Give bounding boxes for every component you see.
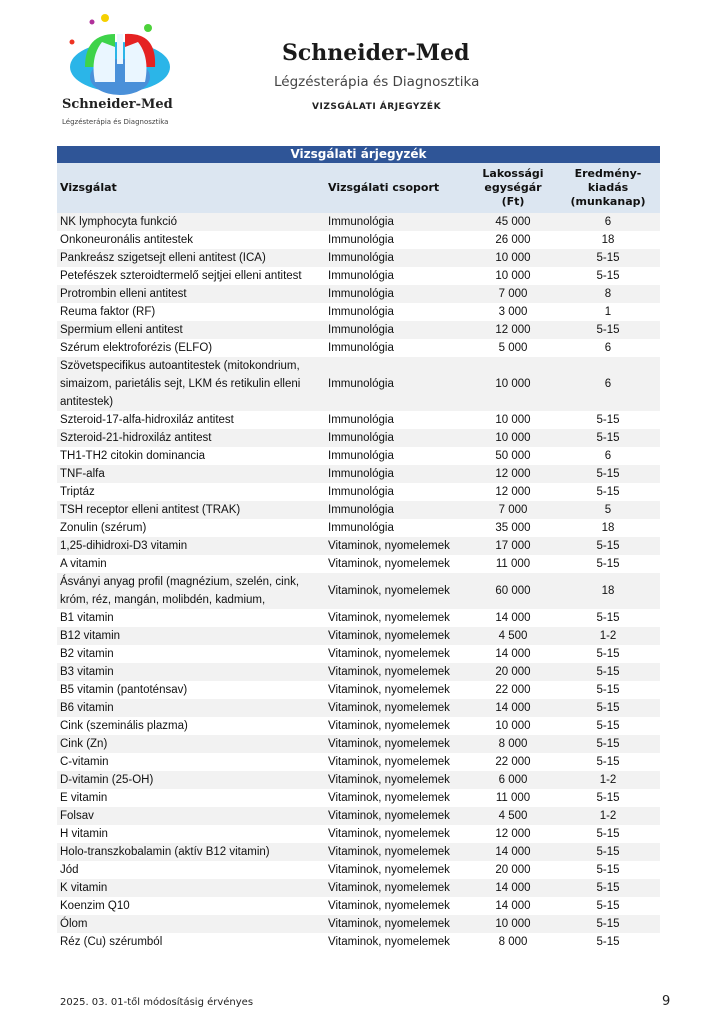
price: 22 000 xyxy=(495,684,531,696)
price: 60 000 xyxy=(470,573,556,609)
price: 10 000 xyxy=(470,357,556,411)
table-body xyxy=(57,213,660,951)
test-name: Jód xyxy=(60,864,79,876)
test-name: B1 vitamin xyxy=(60,612,114,624)
price: 4 500 xyxy=(470,807,556,825)
price: 4 500 xyxy=(470,627,556,645)
table-row xyxy=(57,303,660,321)
test-name: TH1-TH2 citokin dominancia xyxy=(60,450,206,462)
test-name: B6 vitamin xyxy=(57,699,325,717)
test-name: Szövetspecifikus autoantitestek (mitokondrium, simaizom, parietális sejt, LKM és retikulin elleni antitestek) xyxy=(57,357,325,411)
price: 50 000 xyxy=(495,450,531,462)
test-group: Vitaminok, nyomelemek xyxy=(325,843,470,861)
table-row xyxy=(57,519,660,537)
test-group: Immunológia xyxy=(328,414,394,426)
table-row xyxy=(57,645,660,663)
logo-name: Schneider-Med xyxy=(62,97,173,112)
price: 11 000 xyxy=(495,792,531,804)
test-name: B3 vitamin xyxy=(57,663,325,681)
table-row xyxy=(57,915,660,933)
test-name: Pankreász szigetsejt elleni antitest (ICA) xyxy=(57,249,325,267)
turnaround: 5-15 xyxy=(596,792,620,804)
price: 10 000 xyxy=(470,249,556,267)
test-name: H vitamin xyxy=(60,828,108,840)
test-group: Vitaminok, nyomelemek xyxy=(328,558,450,570)
test-group: Vitaminok, nyomelemek xyxy=(328,684,450,696)
table-row xyxy=(57,771,660,789)
turnaround: 5-15 xyxy=(596,720,620,732)
turnaround: 1-2 xyxy=(556,807,660,825)
table-row xyxy=(57,825,660,843)
turnaround: 18 xyxy=(556,573,660,609)
test-group: Vitaminok, nyomelemek xyxy=(325,735,470,753)
turnaround: 5-15 xyxy=(596,612,620,624)
turnaround: 5-15 xyxy=(596,648,620,660)
test-group: Vitaminok, nyomelemek xyxy=(325,663,470,681)
logo-subtitle: Légzésterápia és Diagnosztika xyxy=(62,118,169,126)
price: 10 000 xyxy=(470,915,556,933)
test-group: Vitaminok, nyomelemek xyxy=(325,537,470,555)
test-name: Koenzim Q10 xyxy=(60,900,130,912)
price-table xyxy=(57,146,660,951)
price: 14 000 xyxy=(495,648,531,660)
test-name: Petefészek szteroidtermelő sejtjei elleni antitest xyxy=(60,270,302,282)
table-row xyxy=(57,537,660,555)
column-header: Eredmény-kiadás (munkanap) xyxy=(556,163,660,213)
price: 12 000 xyxy=(470,321,556,339)
table-row xyxy=(57,357,660,411)
table-row xyxy=(57,465,660,483)
test-name: NK lymphocyta funkció xyxy=(57,213,325,231)
test-group: Immunológia xyxy=(328,270,394,282)
turnaround: 6 xyxy=(604,342,612,354)
table-row xyxy=(57,627,660,645)
column-header: Vizsgálat xyxy=(57,163,325,213)
test-group: Vitaminok, nyomelemek xyxy=(328,720,450,732)
brand-subtitle: Légzésterápia és Diagnosztika xyxy=(274,74,480,90)
test-name: E vitamin xyxy=(60,792,108,804)
test-name: Cink (Zn) xyxy=(57,735,325,753)
table-row xyxy=(57,483,660,501)
price: 10 000 xyxy=(470,429,556,447)
test-group: Immunológia xyxy=(325,357,470,411)
price: 7 000 xyxy=(470,285,556,303)
test-name: A vitamin xyxy=(60,558,107,570)
test-group: Vitaminok, nyomelemek xyxy=(328,936,450,948)
turnaround: 5-15 xyxy=(556,915,660,933)
test-name: Onkoneuronális antitestek xyxy=(60,234,193,246)
price: 20 000 xyxy=(495,864,531,876)
price: 14 000 xyxy=(470,843,556,861)
test-group: Immunológia xyxy=(328,306,394,318)
turnaround: 6 xyxy=(556,357,660,411)
table-row xyxy=(57,573,660,609)
test-group: Vitaminok, nyomelemek xyxy=(328,648,450,660)
table-row xyxy=(57,429,660,447)
turnaround: 5-15 xyxy=(596,684,620,696)
test-group: Vitaminok, nyomelemek xyxy=(328,828,450,840)
table-row xyxy=(57,213,660,231)
table-row xyxy=(57,339,660,357)
price: 12 000 xyxy=(470,465,556,483)
table-row xyxy=(57,933,660,951)
test-group: Immunológia xyxy=(328,234,394,246)
price: 12 000 xyxy=(495,486,531,498)
test-name: Reuma faktor (RF) xyxy=(60,306,156,318)
test-group: Vitaminok, nyomelemek xyxy=(328,612,450,624)
test-name: Cink (szeminális plazma) xyxy=(60,720,188,732)
turnaround: 5-15 xyxy=(596,486,620,498)
test-name: B12 vitamin xyxy=(57,627,325,645)
price: 14 000 xyxy=(495,900,531,912)
price: 10 000 xyxy=(495,720,531,732)
test-group: Vitaminok, nyomelemek xyxy=(328,792,450,804)
test-name: Holo-transzkobalamin (aktív B12 vitamin) xyxy=(57,843,325,861)
test-name: Zonulin (szérum) xyxy=(60,522,147,534)
turnaround: 1-2 xyxy=(556,771,660,789)
table-row xyxy=(57,807,660,825)
turnaround: 5-15 xyxy=(556,249,660,267)
price: 6 000 xyxy=(470,771,556,789)
test-group: Vitaminok, nyomelemek xyxy=(328,900,450,912)
turnaround: 18 xyxy=(601,522,615,534)
price: 12 000 xyxy=(495,828,531,840)
turnaround: 5-15 xyxy=(556,465,660,483)
test-name: TSH receptor elleni antitest (TRAK) xyxy=(57,501,325,519)
turnaround: 5-15 xyxy=(596,756,620,768)
test-group: Vitaminok, nyomelemek xyxy=(325,573,470,609)
test-group: Immunológia xyxy=(325,285,470,303)
price: 7 000 xyxy=(470,501,556,519)
table-row xyxy=(57,717,660,735)
price: 11 000 xyxy=(495,558,531,570)
test-group: Vitaminok, nyomelemek xyxy=(325,879,470,897)
test-name: Szteroid-17-alfa-hidroxiláz antitest xyxy=(60,414,234,426)
table-row xyxy=(57,555,660,573)
test-group: Immunológia xyxy=(325,213,470,231)
turnaround: 5-15 xyxy=(596,864,620,876)
turnaround: 18 xyxy=(601,234,615,246)
test-name: Spermium elleni antitest xyxy=(57,321,325,339)
table-row xyxy=(57,699,660,717)
test-group: Immunológia xyxy=(325,501,470,519)
turnaround: 1-2 xyxy=(556,627,660,645)
lungs-logo-icon xyxy=(60,12,180,132)
test-name: Protrombin elleni antitest xyxy=(57,285,325,303)
turnaround: 5 xyxy=(556,501,660,519)
test-group: Immunológia xyxy=(325,465,470,483)
validity-note: 2025. 03. 01-től módosításig érvényes xyxy=(60,997,254,1008)
column-header: Lakossági egységár (Ft) xyxy=(470,163,556,213)
table-row xyxy=(57,861,660,879)
test-name: B5 vitamin (pantoténsav) xyxy=(60,684,188,696)
document-title: VIZSGÁLATI ÁRJEGYZÉK xyxy=(312,102,442,112)
test-name: B2 vitamin xyxy=(60,648,114,660)
test-group: Immunológia xyxy=(328,522,394,534)
table-row xyxy=(57,681,660,699)
turnaround: 5-15 xyxy=(596,936,620,948)
table-row xyxy=(57,789,660,807)
turnaround: 5-15 xyxy=(596,558,620,570)
table-row xyxy=(57,753,660,771)
turnaround: 5-15 xyxy=(596,414,620,426)
turnaround: 5-15 xyxy=(556,735,660,753)
table-row xyxy=(57,231,660,249)
test-group: Vitaminok, nyomelemek xyxy=(325,807,470,825)
test-name: Ásványi anyag profil (magnézium, szelén, cink, króm, réz, mangán, molibdén, kadmium, xyxy=(57,573,325,609)
turnaround: 5-15 xyxy=(556,663,660,681)
test-name: Szérum elektroforézis (ELFO) xyxy=(60,342,213,354)
table-row xyxy=(57,897,660,915)
turnaround: 5-15 xyxy=(556,321,660,339)
table-row xyxy=(57,411,660,429)
test-name: K vitamin xyxy=(57,879,325,897)
price: 8 000 xyxy=(470,735,556,753)
test-group: Vitaminok, nyomelemek xyxy=(325,627,470,645)
test-group: Vitaminok, nyomelemek xyxy=(325,771,470,789)
table-row xyxy=(57,285,660,303)
test-name: Triptáz xyxy=(60,486,95,498)
test-group: Vitaminok, nyomelemek xyxy=(325,915,470,933)
price: 8 000 xyxy=(498,936,528,948)
test-group: Immunológia xyxy=(325,321,470,339)
table-row xyxy=(57,447,660,465)
table-row xyxy=(57,267,660,285)
turnaround: 5-15 xyxy=(596,900,620,912)
price: 3 000 xyxy=(498,306,528,318)
price: 26 000 xyxy=(495,234,531,246)
table-row xyxy=(57,843,660,861)
price: 35 000 xyxy=(495,522,531,534)
test-name: Folsav xyxy=(57,807,325,825)
test-name: 1,25-dihidroxi-D3 vitamin xyxy=(57,537,325,555)
test-name: TNF-alfa xyxy=(57,465,325,483)
price: 14 000 xyxy=(470,879,556,897)
test-name: D-vitamin (25-OH) xyxy=(57,771,325,789)
test-group: Vitaminok, nyomelemek xyxy=(328,864,450,876)
table-row xyxy=(57,501,660,519)
test-name: C-vitamin xyxy=(60,756,109,768)
table-title: Vizsgálati árjegyzék xyxy=(57,146,660,163)
test-name: Ólom xyxy=(57,915,325,933)
price: 10 000 xyxy=(495,414,531,426)
price: 22 000 xyxy=(495,756,531,768)
test-group: Immunológia xyxy=(328,450,394,462)
test-group: Immunológia xyxy=(325,249,470,267)
brand-name: Schneider-Med xyxy=(282,40,470,66)
test-group: Immunológia xyxy=(328,342,394,354)
turnaround: 5-15 xyxy=(556,699,660,717)
turnaround: 5-15 xyxy=(556,429,660,447)
turnaround: 6 xyxy=(556,213,660,231)
page-number: 9 xyxy=(662,994,671,1009)
price: 14 000 xyxy=(495,612,531,624)
turnaround: 5-15 xyxy=(556,537,660,555)
test-group: Vitaminok, nyomelemek xyxy=(325,699,470,717)
test-name: Szteroid-21-hidroxiláz antitest xyxy=(57,429,325,447)
test-name: Réz (Cu) szérumból xyxy=(60,936,163,948)
turnaround: 6 xyxy=(604,450,612,462)
turnaround: 1 xyxy=(604,306,612,318)
price: 45 000 xyxy=(470,213,556,231)
table-row xyxy=(57,249,660,267)
table-row xyxy=(57,735,660,753)
turnaround: 8 xyxy=(556,285,660,303)
table-row xyxy=(57,609,660,627)
turnaround: 5-15 xyxy=(596,828,620,840)
turnaround: 5-15 xyxy=(556,879,660,897)
test-group: Immunológia xyxy=(328,486,394,498)
table-row xyxy=(57,663,660,681)
table-row xyxy=(57,879,660,897)
test-group: Immunológia xyxy=(325,429,470,447)
price: 5 000 xyxy=(498,342,528,354)
column-header: Vizsgálati csoport xyxy=(325,163,470,213)
turnaround: 5-15 xyxy=(596,270,620,282)
price: 20 000 xyxy=(470,663,556,681)
turnaround: 5-15 xyxy=(556,843,660,861)
test-group: Vitaminok, nyomelemek xyxy=(328,756,450,768)
price: 14 000 xyxy=(470,699,556,717)
table-row xyxy=(57,321,660,339)
price: 17 000 xyxy=(470,537,556,555)
price: 10 000 xyxy=(495,270,531,282)
